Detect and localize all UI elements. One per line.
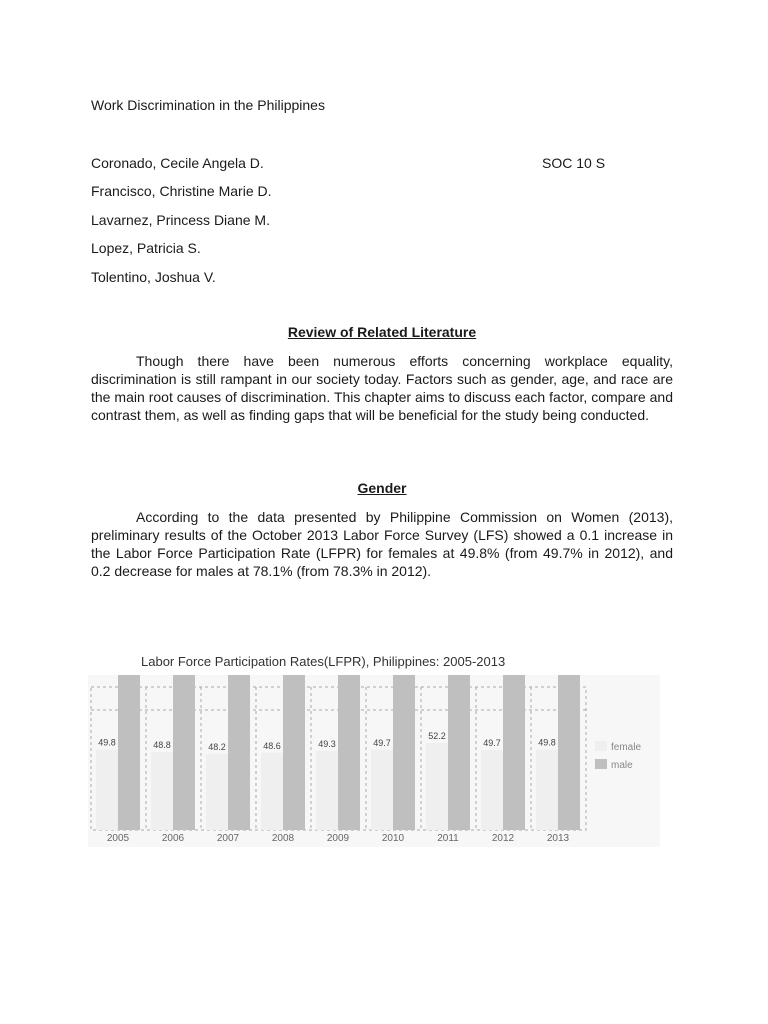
lfpr-bar-chart <box>88 675 660 847</box>
bar-female <box>481 750 503 830</box>
bar-female <box>371 750 393 830</box>
bar-female <box>316 751 338 830</box>
data-label: 52.2 <box>428 731 446 742</box>
bar-female <box>206 754 228 830</box>
data-label: 48.2 <box>208 741 226 752</box>
bar-male <box>173 675 195 830</box>
bar-male <box>558 675 580 830</box>
legend-label-male: male <box>611 760 633 771</box>
course-code: SOC 10 S <box>542 155 606 171</box>
x-tick-label: 2005 <box>106 833 130 844</box>
legend-swatch-male <box>595 759 607 769</box>
document-title: Work Discrimination in the Philippines <box>91 97 325 113</box>
data-label: 48.6 <box>263 740 281 751</box>
bar-male <box>448 675 470 830</box>
bar-female <box>536 750 558 830</box>
bar-female <box>426 743 448 830</box>
x-tick-label: 2011 <box>437 833 459 844</box>
x-tick-label: 2013 <box>546 833 570 844</box>
bar-male <box>503 675 525 830</box>
bar-male <box>393 675 415 830</box>
bar-male <box>118 675 140 830</box>
data-label: 49.8 <box>538 737 556 748</box>
author-name: Lavarnez, Princess Diane M. <box>91 212 270 228</box>
data-label: 48.8 <box>153 740 171 751</box>
data-label: 49.3 <box>318 738 336 749</box>
review-paragraph: Though there have been numerous efforts concerning workplace equality, discrimination is still rampant in our society today. Factors such as gender, age, and race are the main root causes of discrimination. This chapter aims to discuss each factor, compare and contrast them, as well as finding gaps that will be beneficial for the study being conducted. <box>91 353 673 423</box>
x-tick-label: 2008 <box>271 833 295 844</box>
x-tick-label: 2012 <box>491 833 515 844</box>
author-name: Francisco, Christine Marie D. <box>91 183 272 199</box>
author-name: Tolentino, Joshua V. <box>91 269 216 285</box>
gender-paragraph: According to the data presented by Philippine Commission on Women (2013), preliminary results of the October 2013 Labor Force Survey (LFS) showed a 0.1 increase in the Labor Force Participation Rate (LFPR) for females at 49.8% (from 49.7% in 2012), and 0.2 decrease for males at 78.1% (from 78.3% in 2012). <box>91 509 673 579</box>
author-name: Coronado, Cecile Angela D. <box>91 155 264 171</box>
legend-label-female: female <box>611 742 642 753</box>
section-heading-gender: Gender <box>357 480 407 496</box>
author-name: Lopez, Patricia S. <box>91 240 201 256</box>
x-tick-label: 2010 <box>381 833 405 844</box>
bar-male <box>228 675 250 830</box>
bar-male <box>338 675 360 830</box>
chart-title: Labor Force Participation Rates(LFPR), Philippines: 2005-2013 <box>141 654 506 669</box>
bar-female <box>261 753 283 830</box>
x-tick-label: 2009 <box>326 833 350 844</box>
data-label: 49.7 <box>483 737 501 748</box>
bar-female <box>96 750 118 830</box>
x-tick-label: 2007 <box>216 833 240 844</box>
bar-female <box>151 752 173 830</box>
data-label: 49.8 <box>98 737 116 748</box>
data-label: 49.7 <box>373 737 391 748</box>
bar-male <box>283 675 305 830</box>
x-tick-label: 2006 <box>161 833 185 844</box>
legend-swatch-female <box>595 741 607 751</box>
section-heading-review: Review of Related Literature <box>287 324 477 340</box>
